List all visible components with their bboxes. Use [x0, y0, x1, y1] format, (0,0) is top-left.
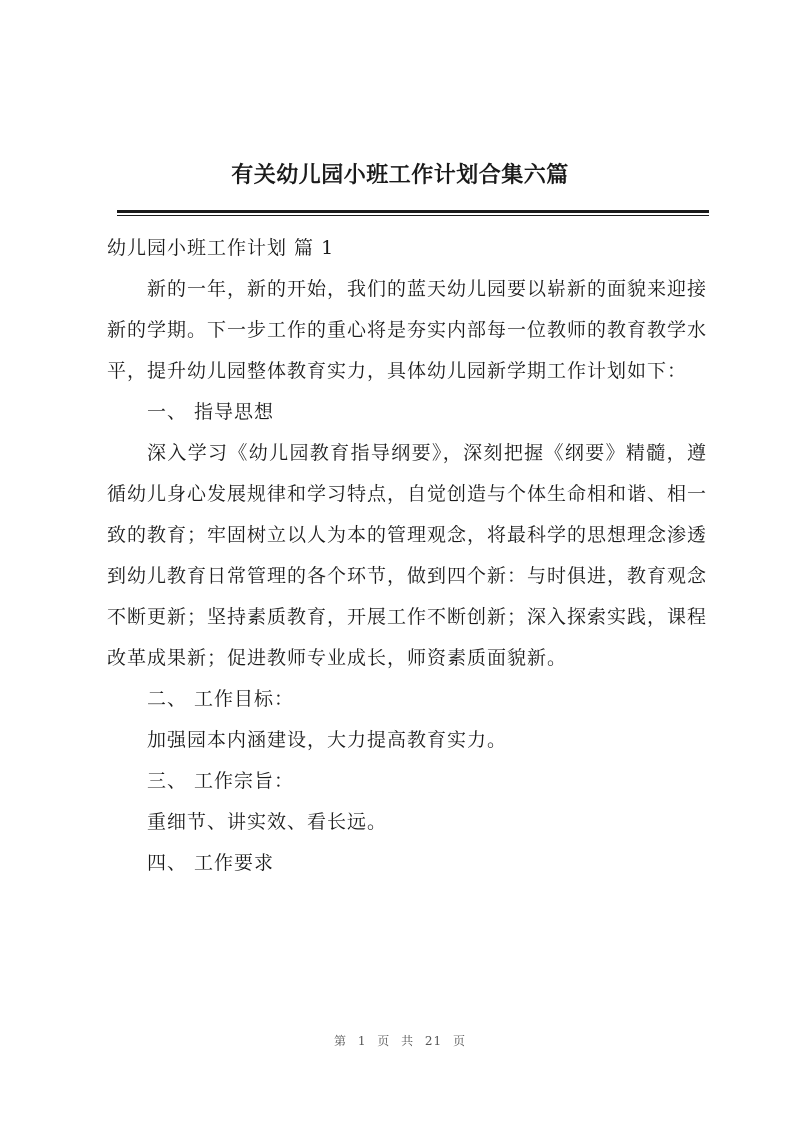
page-number-footer: 第 1 页 共 21 页 [334, 1034, 466, 1048]
title-divider-thin [117, 215, 709, 216]
guiding-ideology-paragraph: 深入学习《幼儿园教育指导纲要》，深刻把握《纲要》精髓，遵循幼儿身心发展规律和学习特点，自觉创造与个体生命相和谐、相一致的教育；牢固树立以人为本的管理观念，将最科学的思想理念渗透到幼儿教育日常管理的各个环节，做到四个新：与时俱进，教育观念不断更新；坚持素质教育，开展工作不断创新；深入探索实践，课程改革成果新；促进教师专业成长，师资素质面貌新。 [107, 442, 708, 669]
document-title: 有关幼儿园小班工作计划合集六篇 [231, 162, 569, 188]
heading-work-purpose: 三、 工作宗旨： [147, 770, 295, 792]
work-goals-paragraph: 加强园本内涵建设，大力提高教育实力。 [147, 729, 508, 751]
intro-paragraph: 新的一年，新的开始，我们的蓝天幼儿园要以崭新的面貌来迎接新的学期。下一步工作的重心将是夯实内部每一位教师的教育教学水平，提升幼儿园整体教育实力，具体幼儿园新学期工作计划如下： [107, 278, 708, 382]
title-divider [117, 210, 709, 213]
document-body [107, 228, 707, 884]
section-heading: 幼儿园小班工作计划 篇 1 [107, 237, 335, 259]
heading-work-requirements: 四、 工作要求 [147, 852, 275, 874]
heading-guiding-ideology: 一、 指导思想 [147, 401, 275, 423]
heading-work-goals: 二、 工作目标： [147, 688, 295, 710]
work-purpose-paragraph: 重细节、讲实效、看长远。 [147, 811, 388, 833]
